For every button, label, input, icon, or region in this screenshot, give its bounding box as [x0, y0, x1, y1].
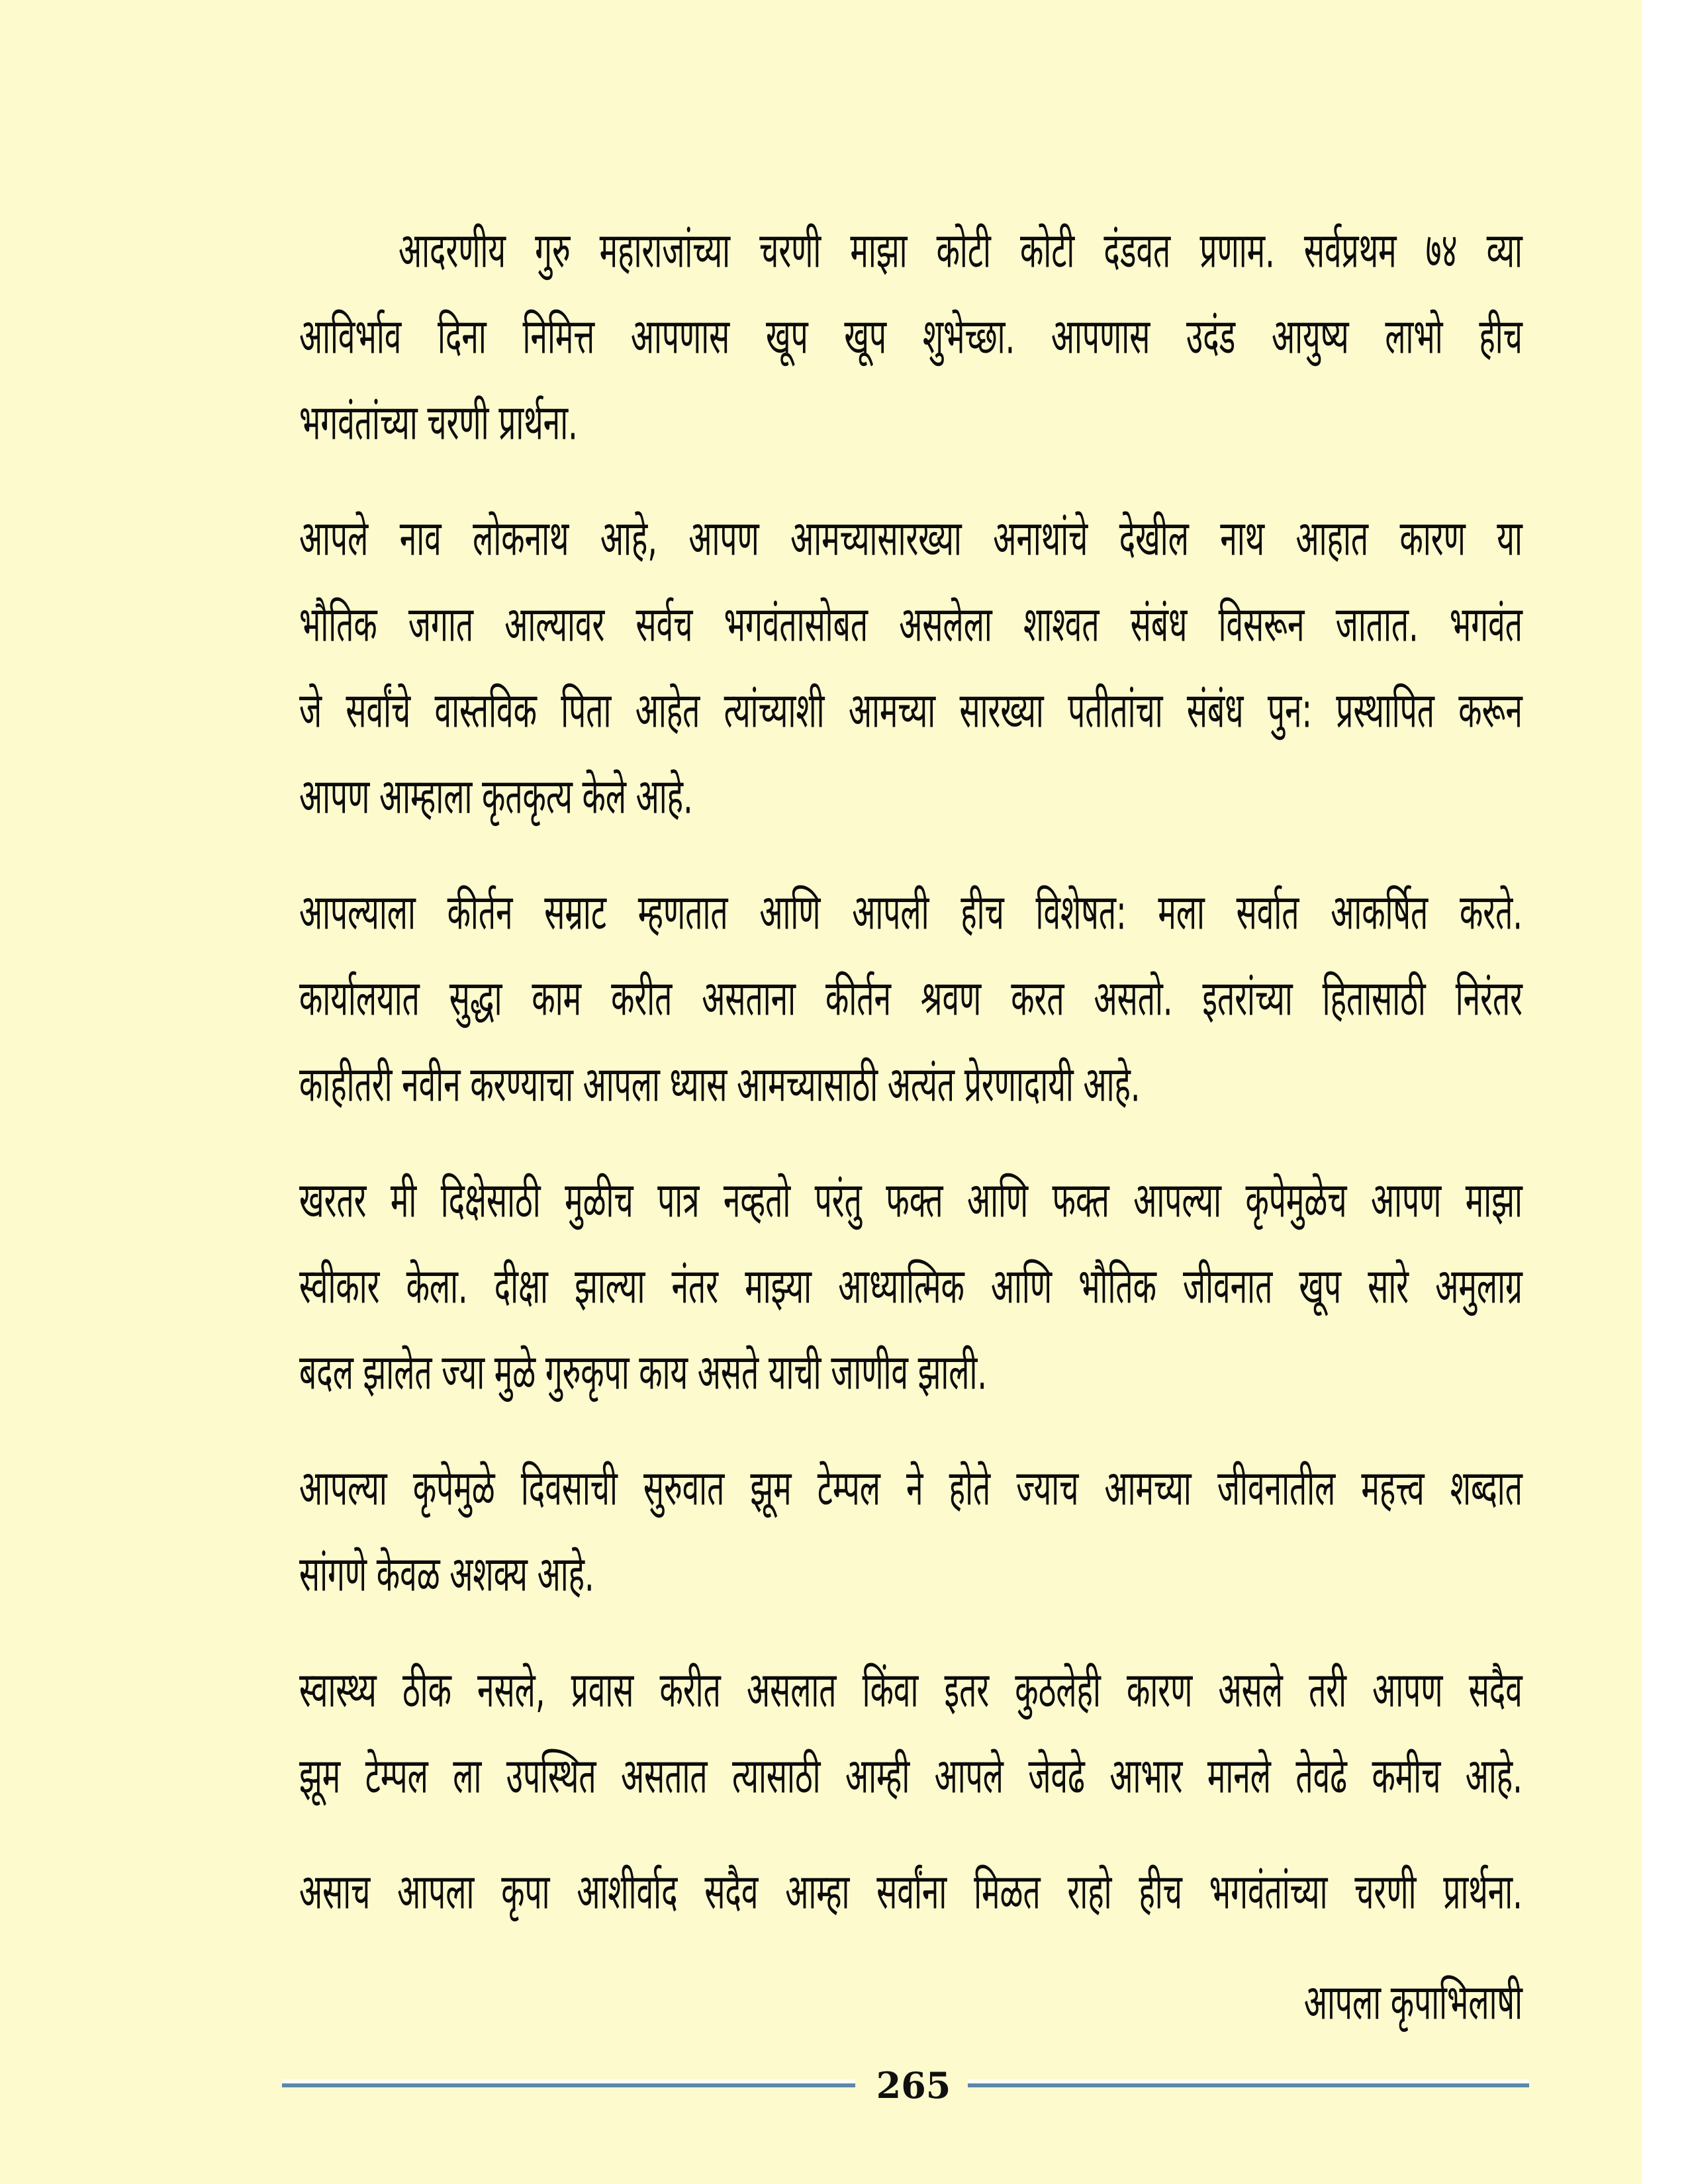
text-line: आपले नाव लोकनाथ आहे, आपण आमच्यासारख्या अनाथांचे देखील नाथ आहात कारण या [299, 509, 1523, 567]
text-line: आविर्भाव दिना निमित्त आपणास खूप खूप शुभेच्छा. आपणास उदंड आयुष्य लाभो हीच [299, 307, 1523, 365]
text-line: आपल्याला कीर्तन सम्राट म्हणतात आणि आपली हीच विशेषत: मला सर्वात आकर्षित करते. [299, 883, 1523, 941]
text-line: भगवंतांच्या चरणी प्रार्थना. [299, 393, 578, 451]
text-line: सांगणे केवळ अशक्य आहे. [299, 1545, 594, 1603]
text-line: खरतर मी दिक्षेसाठी मुळीच पात्र नव्हतो परंतु फक्त आणि फक्त आपल्या कृपेमुळेच आपण माझा [299, 1171, 1523, 1229]
text-line: आपण आम्हाला कृतकृत्य केले आहे. [299, 767, 693, 825]
footer-rule-left [282, 2083, 855, 2087]
text-line: आपल्या कृपेमुळे दिवसाची सुरुवात झूम टेम्पल ने होते ज्याच आमच्या जीवनातील महत्त्व शब्दात [299, 1459, 1523, 1517]
paragraph [299, 207, 1523, 465]
paragraph [299, 495, 1523, 839]
paragraph [299, 1848, 1523, 1934]
text-line: झूम टेम्पल ला उपस्थित असतात त्यासाठी आम्ही आपले जेवढे आभार मानले तेवढे कमीच आहे. [299, 1747, 1523, 1805]
paragraph [299, 1647, 1523, 1819]
paragraph [299, 869, 1523, 1127]
footer-rule-right [968, 2083, 1529, 2087]
text-line: स्वीकार केला. दीक्षा झाल्या नंतर माझ्या आध्यात्मिक आणि भौतिक जीवनात खूप सारे अमुलाग्र [299, 1257, 1523, 1315]
text-line: जे सर्वांचे वास्तविक पिता आहेत त्यांच्याशी आमच्या सारख्या पतीतांचा संबंध पुन: प्रस्थापित करून [299, 681, 1523, 739]
page-number: 265 [876, 2064, 951, 2107]
paragraphs [299, 207, 1523, 1964]
text-line: कार्यालयात सुद्धा काम करीत असताना कीर्तन श्रवण करत असतो. इतरांच्या हितासाठी निरंतर [299, 969, 1523, 1027]
signature-text: आपला कृपाभिलाषी [1303, 1973, 1523, 2031]
text-line: भौतिक जगात आल्यावर सर्वच भगवंतासोबत असलेला शाश्वत संबंध विसरून जातात. भगवंत [299, 595, 1523, 653]
text-line: असाच आपला कृपा आशीर्वाद सदैव आम्हा सर्वांना मिळत राहो हीच भगवंतांच्या चरणी प्रार्थना. [299, 1862, 1523, 1921]
text-line: स्वास्थ्य ठीक नसले, प्रवास करीत असलात किंवा इतर कुठलेही कारण असले तरी आपण सदैव [299, 1661, 1523, 1719]
paragraph [299, 1157, 1523, 1415]
text-line: आदरणीय गुरु महाराजांच्या चरणी माझा कोटी कोटी दंडवत प्रणाम. सर्वप्रथम ७४ व्या [399, 221, 1523, 279]
paragraph [299, 1445, 1523, 1617]
text-line: काहीतरी नवीन करण्याचा आपला ध्यास आमच्यासाठी अत्यंत प्रेरणादायी आहे. [299, 1055, 1141, 1113]
text-line: बदल झालेत ज्या मुळे गुरुकृपा काय असते याची जाणीव झाली. [299, 1343, 988, 1401]
